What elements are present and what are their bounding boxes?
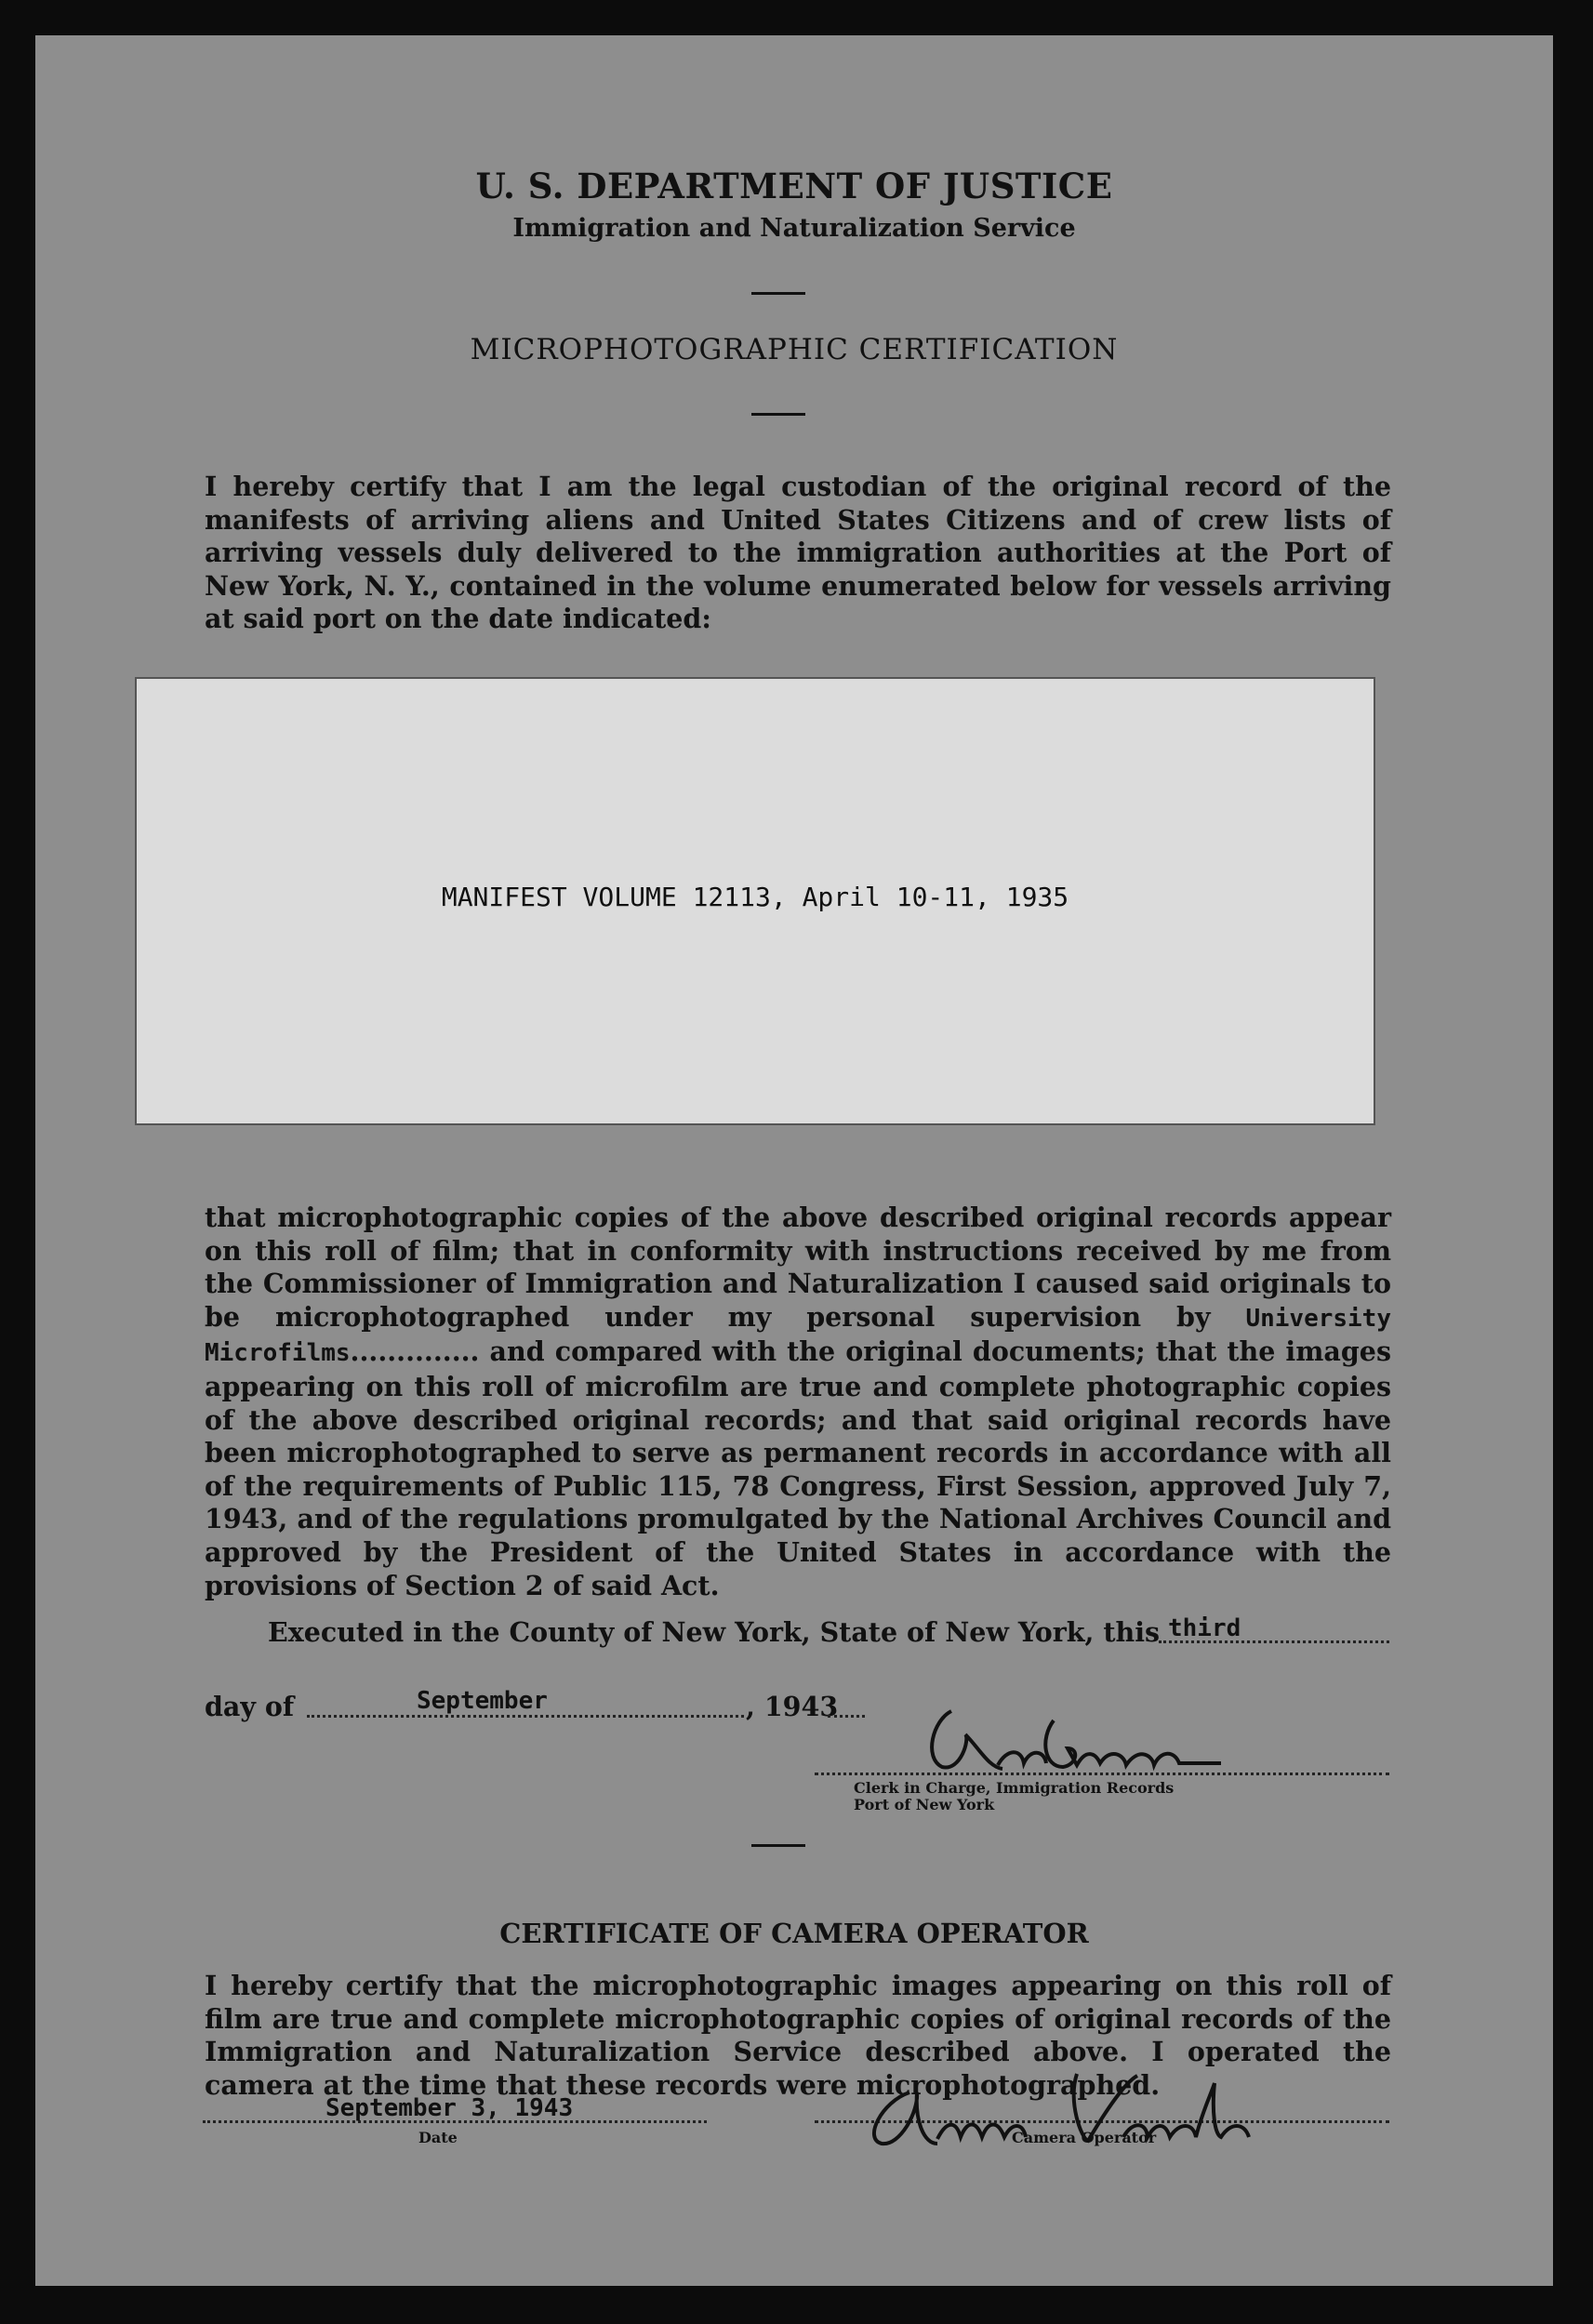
- divider: [751, 1844, 805, 1847]
- year-value: , 1943: [746, 1691, 839, 1722]
- date-label: Date: [418, 2129, 458, 2146]
- camera-certificate-text: I hereby certify that the microphotographic images appearing on this roll of film are true and complete microphotographic copies of original records of the Immigration and Naturalization Service described above. I operated the camera at the time that these records were microphotographed.: [205, 1970, 1391, 2101]
- camera-certificate-title: CERTIFICATE OF CAMERA OPERATOR: [499, 1918, 1089, 1949]
- clerk-title-line1: Clerk in Charge, Immigration Records: [854, 1779, 1175, 1797]
- clerk-signature: [914, 1683, 1249, 1786]
- body-text-1: that microphotographic copies of the above described original records appear on this roll of film; that in conformity with instructions received by me from the Commissioner of Immigration and Naturalization I caused said originals to be microphotographed under my personal supervision by: [205, 1202, 1391, 1333]
- volume-insert: [135, 677, 1375, 1125]
- clerk-title-line2: Port of New York: [854, 1796, 995, 1813]
- clerk-title: [854, 1780, 1174, 1813]
- certification-title: MICROPHOTOGRAPHIC CERTIFICATION: [470, 333, 1119, 366]
- divider: [751, 292, 805, 295]
- body-paragraph: that microphotographic copies of the above described original records appear on this roll of film; that in conformity with instructions received by me from the Commissioner of Immigration and Naturalization I caused said originals to be microphotographed under my personal supervision by University Microfilms.............. and compared with the original documents; that the images appearing on this roll of microfilm are true and complete photographic copies of the above described original records; and that said original records have been microphotographed to serve as permanent records in accordance with all of the requirements of Public 115, 78 Congress, First Session, approved July 7, 1943, and of the regulations promulgated by the National Archives Council and approved by the President of the United States in accordance with the provisions of Section 2 of said Act.: [205, 1202, 1391, 1601]
- month-dotted-line: [307, 1715, 744, 1718]
- certificate-page: [35, 35, 1553, 2286]
- department-heading: U. S. DEPARTMENT OF JUSTICE: [475, 166, 1113, 206]
- manifest-volume: MANIFEST VOLUME 12113, April 10-11, 1935: [441, 882, 1069, 912]
- execution-text: Executed in the County of New York, State of New York, this: [268, 1616, 1161, 1648]
- day-value: third: [1168, 1614, 1241, 1642]
- divider: [751, 413, 805, 416]
- photographer-name: University Microfilms: [205, 1304, 1391, 1368]
- day-of-label: day of: [205, 1691, 295, 1722]
- month-value: September: [417, 1687, 548, 1715]
- intro-paragraph: I hereby certify that I am the legal custodian of the original record of the manifests of arriving aliens and United States Citizens and of crew lists of arriving vessels duly delivered to the immigration authorities at the Port of New York, N. Y., contained in the volume enumerated below for vessels arriving at said port on the date indicated:: [205, 471, 1391, 634]
- service-heading: Immigration and Naturalization Service: [512, 214, 1076, 243]
- certificate-date: September 3, 1943: [325, 2094, 574, 2122]
- operator-label: Camera Operator: [1012, 2129, 1157, 2146]
- year-dotted-line: [828, 1715, 865, 1718]
- body-text-2: and compared with the original documents; that the images appearing on this roll of microfilm are true and complete photographic copies of the above described original records; and that said original records have been microphotographed to serve as permanent records in accordance with all of the requirements of Public 115, 78 Congress, First Session, approved July 7, 1943, and of the regulations promulgated by the National Archives Council and approved by the President of the United States in accordance with the provisions of Section 2 of said Act.: [205, 1335, 1391, 1601]
